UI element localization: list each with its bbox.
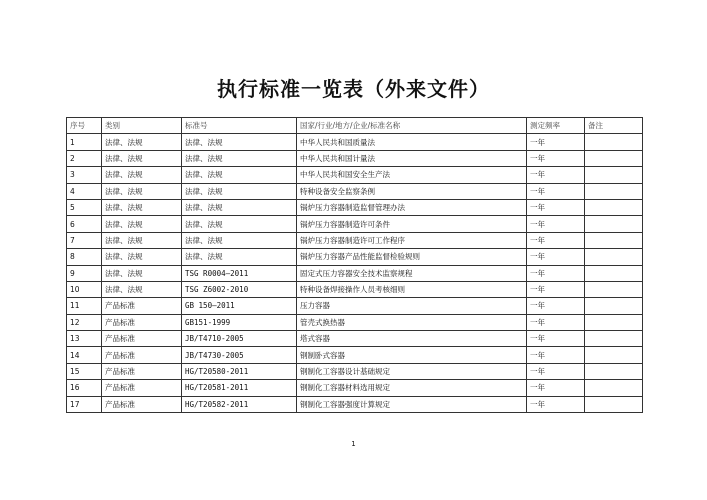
cell-remarks bbox=[585, 265, 643, 281]
cell-frequency: 一年 bbox=[527, 331, 585, 347]
cell-index: 16 bbox=[67, 380, 102, 396]
table-row bbox=[67, 183, 643, 199]
cell-index: 15 bbox=[67, 363, 102, 379]
table-row bbox=[67, 363, 643, 379]
cell-remarks bbox=[585, 331, 643, 347]
table-row bbox=[67, 347, 643, 363]
cell-standard-name: 特种设备焊接操作人员考核细则 bbox=[297, 281, 527, 297]
cell-standard-code: 法律、法规 bbox=[182, 134, 297, 150]
cell-standard-code: HG/T20580-2011 bbox=[182, 363, 297, 379]
table-row bbox=[67, 134, 643, 150]
cell-standard-code: 法律、法规 bbox=[182, 249, 297, 265]
cell-standard-code: 法律、法规 bbox=[182, 232, 297, 248]
cell-category: 法律、法规 bbox=[102, 150, 182, 166]
cell-standard-code: HG/T20582-2011 bbox=[182, 396, 297, 412]
table-row bbox=[67, 199, 643, 215]
cell-standard-name: 锅炉压力容器制造监督管理办法 bbox=[297, 199, 527, 215]
cell-remarks bbox=[585, 134, 643, 150]
cell-category: 法律、法规 bbox=[102, 134, 182, 150]
cell-standard-name: 压力容器 bbox=[297, 298, 527, 314]
cell-index: 9 bbox=[67, 265, 102, 281]
cell-frequency: 一年 bbox=[527, 183, 585, 199]
cell-frequency: 一年 bbox=[527, 216, 585, 232]
cell-index: 8 bbox=[67, 249, 102, 265]
cell-category: 产品标准 bbox=[102, 314, 182, 330]
cell-remarks bbox=[585, 347, 643, 363]
cell-index: 14 bbox=[67, 347, 102, 363]
cell-remarks bbox=[585, 199, 643, 215]
table-row bbox=[67, 380, 643, 396]
cell-remarks bbox=[585, 216, 643, 232]
cell-standard-name: 锅炉压力容器产品性能监督检验规则 bbox=[297, 249, 527, 265]
cell-standard-name: 钢制化工容器强度计算规定 bbox=[297, 396, 527, 412]
standards-table bbox=[66, 117, 643, 413]
cell-standard-code: 法律、法规 bbox=[182, 150, 297, 166]
cell-remarks bbox=[585, 183, 643, 199]
cell-frequency: 一年 bbox=[527, 314, 585, 330]
cell-category: 法律、法规 bbox=[102, 167, 182, 183]
cell-standard-code: TSG R0004—2011 bbox=[182, 265, 297, 281]
cell-frequency: 一年 bbox=[527, 347, 585, 363]
header-frequency: 测定频率 bbox=[527, 118, 585, 134]
cell-frequency: 一年 bbox=[527, 167, 585, 183]
cell-frequency: 一年 bbox=[527, 150, 585, 166]
cell-index: 12 bbox=[67, 314, 102, 330]
table-row bbox=[67, 150, 643, 166]
cell-remarks bbox=[585, 281, 643, 297]
cell-category: 法律、法规 bbox=[102, 249, 182, 265]
cell-index: 7 bbox=[67, 232, 102, 248]
cell-remarks bbox=[585, 363, 643, 379]
cell-index: 2 bbox=[67, 150, 102, 166]
header-standard-name: 国家/行业/地方/企业/标准名称 bbox=[297, 118, 527, 134]
table-row bbox=[67, 216, 643, 232]
cell-category: 产品标准 bbox=[102, 380, 182, 396]
cell-standard-code: GB 150—2011 bbox=[182, 298, 297, 314]
cell-standard-name: 中华人民共和国计量法 bbox=[297, 150, 527, 166]
cell-frequency: 一年 bbox=[527, 298, 585, 314]
header-standard-code: 标准号 bbox=[182, 118, 297, 134]
cell-category: 法律、法规 bbox=[102, 199, 182, 215]
table-row bbox=[67, 331, 643, 347]
cell-index: 1 bbox=[67, 134, 102, 150]
cell-remarks bbox=[585, 314, 643, 330]
cell-standard-code: 法律、法规 bbox=[182, 167, 297, 183]
cell-category: 法律、法规 bbox=[102, 265, 182, 281]
cell-category: 产品标准 bbox=[102, 396, 182, 412]
cell-standard-name: 管壳式换热器 bbox=[297, 314, 527, 330]
cell-standard-code: 法律、法规 bbox=[182, 199, 297, 215]
cell-standard-name: 中华人民共和国质量法 bbox=[297, 134, 527, 150]
table-header-row bbox=[67, 118, 643, 134]
cell-standard-name: 塔式容器 bbox=[297, 331, 527, 347]
cell-index: 13 bbox=[67, 331, 102, 347]
cell-standard-code: TSG Z6002-2010 bbox=[182, 281, 297, 297]
cell-standard-code: GB151-1999 bbox=[182, 314, 297, 330]
cell-category: 产品标准 bbox=[102, 298, 182, 314]
table-row bbox=[67, 167, 643, 183]
cell-index: 10 bbox=[67, 281, 102, 297]
table-row bbox=[67, 396, 643, 412]
cell-frequency: 一年 bbox=[527, 134, 585, 150]
cell-remarks bbox=[585, 232, 643, 248]
cell-category: 产品标准 bbox=[102, 363, 182, 379]
table-row bbox=[67, 314, 643, 330]
table-row bbox=[67, 265, 643, 281]
cell-remarks bbox=[585, 298, 643, 314]
cell-frequency: 一年 bbox=[527, 232, 585, 248]
cell-standard-code: 法律、法规 bbox=[182, 183, 297, 199]
cell-category: 产品标准 bbox=[102, 331, 182, 347]
cell-remarks bbox=[585, 167, 643, 183]
cell-category: 法律、法规 bbox=[102, 183, 182, 199]
cell-standard-code: 法律、法规 bbox=[182, 216, 297, 232]
cell-category: 法律、法规 bbox=[102, 216, 182, 232]
cell-index: 4 bbox=[67, 183, 102, 199]
page-title: 执行标准一览表（外来文件） bbox=[217, 77, 490, 101]
header-index: 序号 bbox=[67, 118, 102, 134]
table-row bbox=[67, 232, 643, 248]
cell-standard-name: 钢制化工容器材料选用规定 bbox=[297, 380, 527, 396]
cell-index: 17 bbox=[67, 396, 102, 412]
cell-frequency: 一年 bbox=[527, 363, 585, 379]
cell-category: 法律、法规 bbox=[102, 281, 182, 297]
table-row bbox=[67, 298, 643, 314]
cell-standard-name: 锅炉压力容器制造许可工作程序 bbox=[297, 232, 527, 248]
table-row bbox=[67, 249, 643, 265]
cell-frequency: 一年 bbox=[527, 281, 585, 297]
cell-remarks bbox=[585, 249, 643, 265]
cell-index: 6 bbox=[67, 216, 102, 232]
cell-standard-code: JB/T4710-2005 bbox=[182, 331, 297, 347]
cell-frequency: 一年 bbox=[527, 265, 585, 281]
cell-standard-name: 中华人民共和国安全生产法 bbox=[297, 167, 527, 183]
header-remarks: 备注 bbox=[585, 118, 643, 134]
cell-standard-name: 固定式压力容器安全技术监察规程 bbox=[297, 265, 527, 281]
cell-remarks bbox=[585, 396, 643, 412]
cell-index: 3 bbox=[67, 167, 102, 183]
cell-standard-code: HG/T20581-2011 bbox=[182, 380, 297, 396]
cell-category: 法律、法规 bbox=[102, 232, 182, 248]
cell-category: 产品标准 bbox=[102, 347, 182, 363]
cell-standard-name: 特种设备安全监察条例 bbox=[297, 183, 527, 199]
cell-index: 11 bbox=[67, 298, 102, 314]
page-number: 1 bbox=[351, 440, 356, 448]
cell-remarks bbox=[585, 150, 643, 166]
cell-frequency: 一年 bbox=[527, 396, 585, 412]
table-row bbox=[67, 281, 643, 297]
cell-frequency: 一年 bbox=[527, 249, 585, 265]
cell-index: 5 bbox=[67, 199, 102, 215]
cell-standard-name: 钢制卧式容器 bbox=[297, 347, 527, 363]
header-category: 类别 bbox=[102, 118, 182, 134]
cell-remarks bbox=[585, 380, 643, 396]
cell-frequency: 一年 bbox=[527, 380, 585, 396]
cell-standard-code: JB/T4730-2005 bbox=[182, 347, 297, 363]
cell-standard-name: 锅炉压力容器制造许可条件 bbox=[297, 216, 527, 232]
cell-frequency: 一年 bbox=[527, 199, 585, 215]
cell-standard-name: 钢制化工容器设计基础规定 bbox=[297, 363, 527, 379]
